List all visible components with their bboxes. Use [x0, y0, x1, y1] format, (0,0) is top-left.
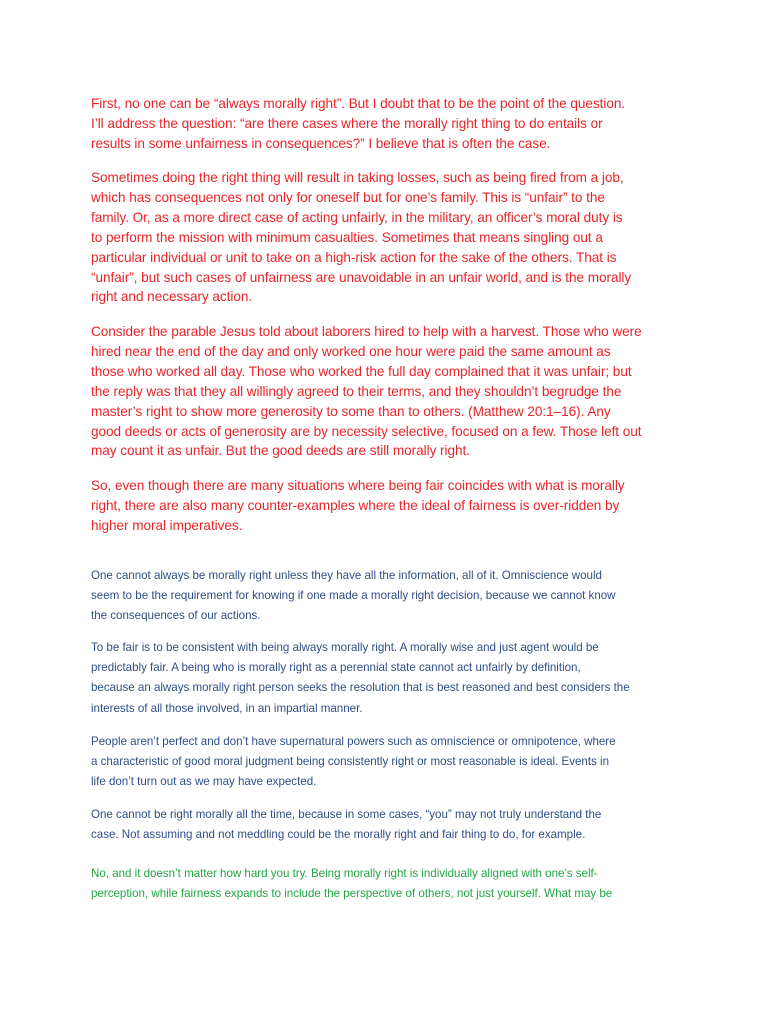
text-line: which has consequences not only for oneself but for one’s family. This is “unfair” to the: [91, 189, 605, 205]
text-line: right, there are also many counter-examples where the ideal of fairness is over-ridden by: [91, 497, 620, 513]
text-line: because an always morally right person seeks the resolution that is best reasoned and best considers the: [91, 681, 630, 695]
text-line: the consequences of our actions.: [91, 609, 261, 623]
blue-paragraph-3: [91, 732, 616, 793]
text-line: perception, while fairness expands to include the perspective of others, not just yourself. What may be: [91, 887, 613, 901]
red-paragraph-4: [91, 476, 625, 536]
text-line: family. Or, as a more direct case of acting unfairly, in the military, an officer’s moral duty is: [91, 209, 623, 225]
text-line: To be fair is to be consistent with being always morally right. A morally wise and just agent would be: [91, 641, 599, 654]
text-line: No, and it doesn’t matter how hard you try. Being morally right is individually aligned with one’s self-: [91, 867, 598, 880]
text-line: So, even though there are many situations where being fair coincides with what is morally: [91, 478, 625, 493]
text-line: those who worked all day. Those who worked the full day complained that it was unfair; but: [91, 363, 632, 379]
text-line: seem to be the requirement for knowing if one made a morally right decision, because we cannot know: [91, 589, 616, 603]
text-line: One cannot always be morally right unless they have all the information, all of it. Omniscience would: [91, 569, 602, 582]
text-line: results in some unfairness in consequences?” I believe that is often the case.: [91, 135, 551, 151]
blue-paragraph-4: [91, 805, 601, 845]
text-line: particular individual or unit to take on a high-risk action for the sake of the others. That is: [91, 249, 617, 265]
text-line: the reply was that they all willingly agreed to their terms, and they shouldn’t begrudge the: [91, 383, 622, 399]
text-line: One cannot be right morally all the time, because in some cases, “you” may not truly understand the: [91, 808, 602, 821]
text-line: good deeds or acts of generosity are by necessity selective, focused on a few. Those left out: [91, 423, 642, 439]
text-line: right and necessary action.: [91, 289, 253, 305]
blue-paragraph-1: [91, 566, 616, 627]
text-line: life don’t turn out as we may have expected.: [91, 775, 317, 789]
text-line: predictably fair. A being who is morally right as a perennial state cannot act unfairly by definition,: [91, 661, 581, 675]
text-line: “unfair”, but such cases of unfairness are unavoidable in an unfair world, and is the morally: [91, 269, 632, 285]
text-line: hired near the end of the day and only worked one hour were paid the same amount as: [91, 343, 611, 359]
green-paragraph-1: [91, 864, 612, 905]
text-line: master’s right to show more generosity to some than to others. (Matthew 20:1–16). Any: [91, 403, 611, 419]
text-line: I’ll address the question: “are there cases where the morally right thing to do entails or: [91, 115, 603, 131]
text-line: may count it as unfair. But the good deeds are still morally right.: [91, 443, 470, 459]
text-line: interests of all those involved, in an impartial manner.: [91, 701, 363, 715]
red-paragraph-1: [91, 94, 625, 154]
text-line: higher moral imperatives.: [91, 517, 243, 533]
blue-paragraph-2: [91, 638, 630, 719]
red-paragraph-2: [91, 168, 631, 307]
text-line: case. Not assuming and not meddling could be the morally right and fair thing to do, for example.: [91, 828, 586, 842]
text-line: Sometimes doing the right thing will result in taking losses, such as being fired from a job,: [91, 170, 624, 185]
text-line: a characteristic of good moral judgment being consistently right or most reasonable is ideal. Events in: [91, 755, 609, 769]
red-paragraph-3: [91, 322, 642, 461]
text-line: People aren’t perfect and don’t have supernatural powers such as omniscience or omnipotence, where: [91, 735, 616, 748]
text-line: First, no one can be “always morally right”. But I doubt that to be the point of the question.: [91, 96, 626, 111]
text-line: Consider the parable Jesus told about laborers hired to help with a harvest. Those who were: [91, 324, 642, 339]
text-line: to perform the mission with minimum casualties. Sometimes that means singling out a: [91, 229, 603, 245]
